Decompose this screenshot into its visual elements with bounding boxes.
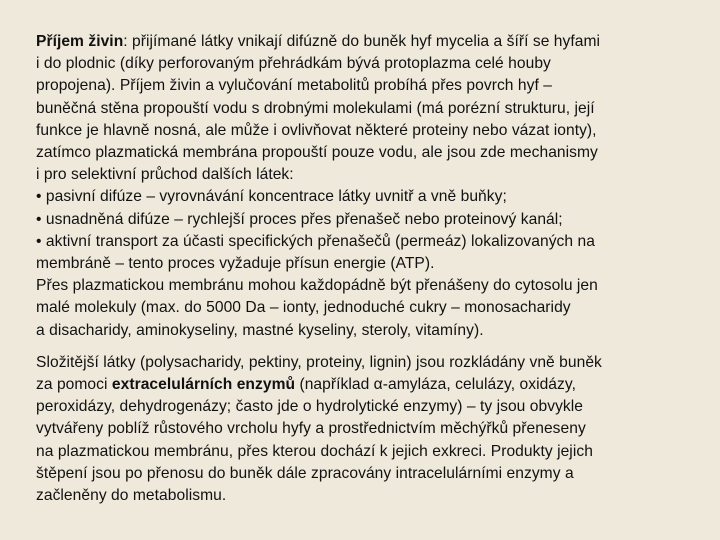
- bullet-facilitated-diffusion: • usnadněná difúze – rychlejší proces přes přenašeč nebo proteinový kanál;: [36, 210, 563, 228]
- text-line: malé molekuly (max. do 5000 Da – ionty, jednoduché cukry – monosacharidy: [36, 299, 571, 317]
- paragraph-spacer: [36, 342, 696, 352]
- text-line: i do plodnic (díky perforovaným přehrádkám bývá protoplazma celé houby: [36, 55, 551, 73]
- term-extracellular-enzymes: extracelulárních enzymů: [111, 376, 296, 394]
- text-line: začleněny do metabolismu.: [36, 487, 227, 505]
- text-line: Přes plazmatickou membránu mohou každopádně být přenášeny do cytosolu jen: [36, 277, 598, 295]
- text-fragment: za pomoci: [36, 376, 112, 394]
- text-line: propojena). Příjem živin a vylučování metabolitů probíhá přes povrch hyf –: [36, 77, 552, 95]
- text-line: [36, 374, 696, 396]
- paragraph-extracellular-enzymes: [36, 352, 696, 507]
- text-fragment: : přijímané látky vnikají difúzně do buněk hyf mycelia a šíří se hyfami: [123, 33, 601, 50]
- text-line: zatímco plazmatická membrána propouští pouze vodu, ale jsou zde mechanismy: [36, 144, 598, 162]
- text-line: a disacharidy, aminokyseliny, mastné kyseliny, steroly, vitamíny).: [36, 321, 484, 339]
- text-line: na plazmatickou membránu, přes kterou dochází k jejich exkreci. Produkty jejich: [36, 442, 593, 460]
- bullet-active-transport: • aktivní transport za účasti specifických přenašečů (permeáz) lokalizovaných na: [36, 232, 595, 250]
- text-line: membráně – tento proces vyžaduje přísun energie (ATP).: [36, 255, 435, 273]
- text-fragment: (například α-amyláza, celulázy, oxidázy,: [295, 376, 576, 394]
- text-line: [36, 31, 696, 53]
- text-line: i pro selektivní průchod dalších látek:: [36, 166, 294, 184]
- text-content: [36, 31, 696, 507]
- text-line: buněčná stěna propouští vodu s drobnými molekulami (má porézní strukturu, její: [36, 99, 595, 117]
- text-line: funkce je hlavně nosná, ale může i ovlivňovat některé proteiny nebo vázat ionty),: [36, 121, 597, 139]
- text-line: Složitější látky (polysacharidy, pektiny, proteiny, lignin) jsou rozkládány vně buněk: [36, 353, 602, 371]
- bullet-passive-diffusion: • pasivní difúze – vyrovnávání koncentrace látky uvnitř a vně buňky;: [36, 188, 507, 206]
- text-line: vytvářeny poblíž růstového vrcholu hyfy a prostřednictvím měchýřků přeneseny: [36, 420, 586, 438]
- text-line: štěpení jsou po přenosu do buněk dále zpracovány intracelulárními enzymy a: [36, 464, 574, 482]
- text-line: peroxidázy, dehydrogenázy; často jde o hydrolytické enzymy) – ty jsou obvykle: [36, 398, 584, 416]
- paragraph-nutrient-intake: [36, 31, 696, 342]
- term-nutrient-intake: Příjem živin: [36, 33, 124, 50]
